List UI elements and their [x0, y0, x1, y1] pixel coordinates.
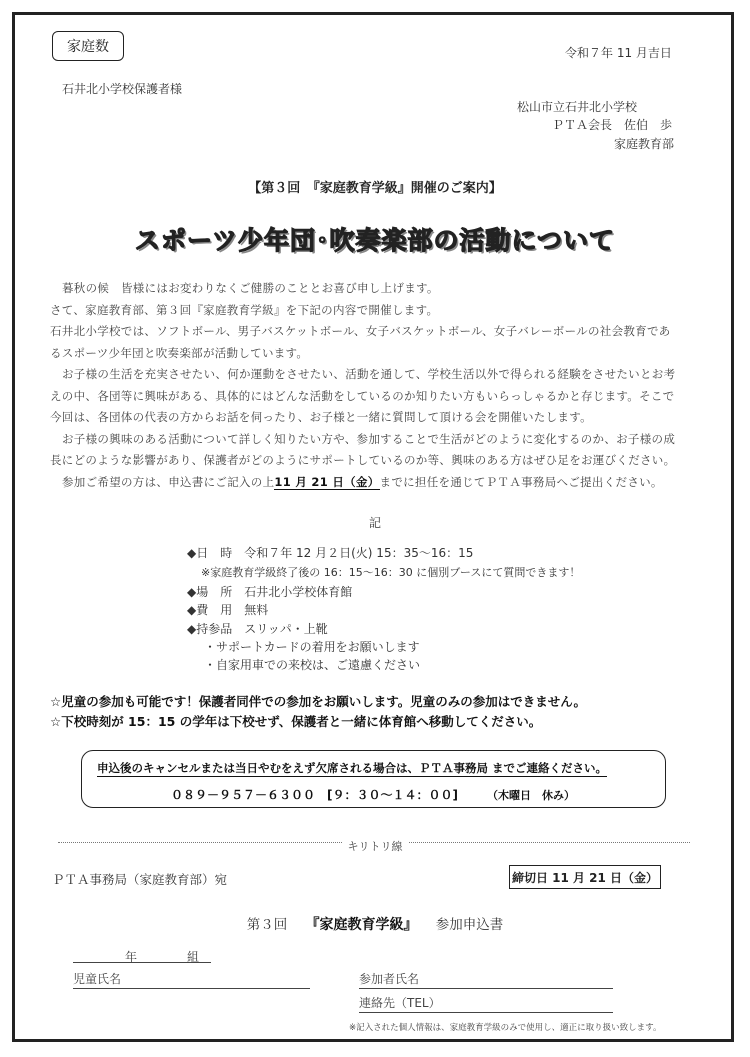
- body-paragraph: 長にどのような影響があり、保護者がどのようにサポートしているのか等、興味のある方はぜひ足をお運びください。: [50, 453, 676, 467]
- recipient: 石井北小学校保護者様: [62, 82, 183, 96]
- form-title: [0, 913, 750, 934]
- sender-department: 家庭教育部: [614, 137, 675, 151]
- event-place: ◆場 所 石井北小学校体育館: [187, 585, 353, 599]
- subtitle: 【第３回 『家庭教育学級』開催のご案内】: [248, 181, 502, 196]
- body-paragraph: 暮秋の候 皆様にはお変わりなくご健勝のこととお喜び申し上げます。: [62, 281, 439, 295]
- closing-prefix: 参加ご希望の方は、申込書にご記入の上: [62, 474, 275, 489]
- body-paragraph: えの中、各団等に興味がある、具体的にはどんな活動をしているのか知りたい方もいらっしゃるかと存じます。そこで: [50, 388, 675, 403]
- child-name-field[interactable]: [73, 970, 310, 989]
- sender-school: 松山市立石井北小学校: [517, 100, 638, 114]
- notice-dismissal: ☆下校時刻が 15：15 の学年は下校せず、保護者と一緒に体育館へ移動してください。: [50, 714, 542, 729]
- grade-class-field[interactable]: [73, 948, 211, 963]
- contact-phone-label: 連絡先（TEL）: [359, 996, 441, 1010]
- privacy-note: ※記入された個人情報は、家庭教育学級のみで使用し、適正に取り扱い致します。: [349, 1023, 662, 1033]
- body-paragraph: 石井北小学校では、ソフトボール、男子バスケットボール、女子バスケットボール、女子バレーボールの社会教育であ: [50, 324, 671, 338]
- participant-name-field[interactable]: [359, 970, 613, 989]
- form-title-suffix: 参加申込書: [435, 917, 504, 933]
- ki-heading: 記: [369, 516, 382, 530]
- event-date-note: ※家庭教育学級終了後の 16：15～16：30 に個別ブースにて質問できます！: [201, 566, 581, 579]
- cut-line-label: キリトリ線: [0, 835, 750, 854]
- sender-pta-chair: ＰＴＡ会長 佐伯 歩: [552, 118, 673, 132]
- grade-label: 年: [125, 950, 138, 964]
- form-title-main: 『家庭教育学級』: [305, 917, 418, 933]
- closing-suffix: までに担任を通じてＰＴＡ事務局へご提出ください。: [379, 474, 663, 489]
- submission-deadline: 11 月 21 日（金）: [274, 474, 380, 489]
- participant-name-label: 参加者氏名: [359, 972, 420, 986]
- closing-paragraph: [50, 472, 675, 494]
- category-label: 家庭数: [52, 31, 124, 61]
- body-paragraph: 今回は、各団体の代表の方からお話を伺ったり、お子様と一緒に質問して頂ける会を開催いたします。: [50, 410, 592, 424]
- child-name-label: 児童氏名: [73, 972, 122, 986]
- event-note-support-card: ・サポートカードの着用をお願いします: [204, 640, 420, 654]
- body-paragraph: るスポーツ少年団と吹奏楽部が活動しています。: [50, 345, 309, 360]
- issue-date: 令和７年 11 月吉日: [565, 46, 672, 60]
- form-addressee: ＰＴＡ事務局（家庭教育部）宛: [52, 872, 228, 887]
- class-label: 組: [187, 950, 200, 964]
- body-paragraph: お子様の興味のある活動について詳しく知りたい方や、参加することで生活がどのように変化するのか、お子様の成: [62, 431, 676, 446]
- form-title-prefix: 第３回: [246, 917, 288, 933]
- event-date: ◆日 時 令和７年 12 月２日(火) 15：35～16：15: [187, 546, 474, 560]
- contact-phone-field[interactable]: [359, 994, 613, 1013]
- contact-closed-day: （木曜日 休み）: [487, 789, 575, 802]
- headline: スポーツ少年団･吹奏楽部の活動について: [134, 226, 615, 255]
- form-deadline-box: 締切日 11 月 21 日（金）: [509, 865, 661, 889]
- event-items: ◆持参品 スリッパ・上靴: [187, 622, 328, 636]
- body-text: [50, 278, 675, 493]
- contact-phone: ０８９－９５７－６３００ [９：３０～１４：００]: [171, 788, 458, 802]
- body-paragraph: お子様の生活を充実させたい、何か運動をさせたい、活動を通して、学校生活以外で得られる経験をさせたいとお考: [62, 367, 676, 381]
- cancel-contact-note: 申込後のキャンセルまたは当日やむをえず欠席される場合は、ＰＴＡ事務局 までご連絡ください。: [97, 761, 607, 775]
- body-paragraph: さて、家庭教育部、第３回『家庭教育学級』を下記の内容で開催します。: [50, 302, 439, 317]
- notice-children: ☆児童の参加も可能です！保護者同伴での参加をお願いします。児童のみの参加はできません。: [50, 694, 586, 709]
- event-fee: ◆費 用 無料: [187, 603, 269, 617]
- event-note-no-car: ・自家用車での来校は、ご遠慮ください: [204, 658, 421, 672]
